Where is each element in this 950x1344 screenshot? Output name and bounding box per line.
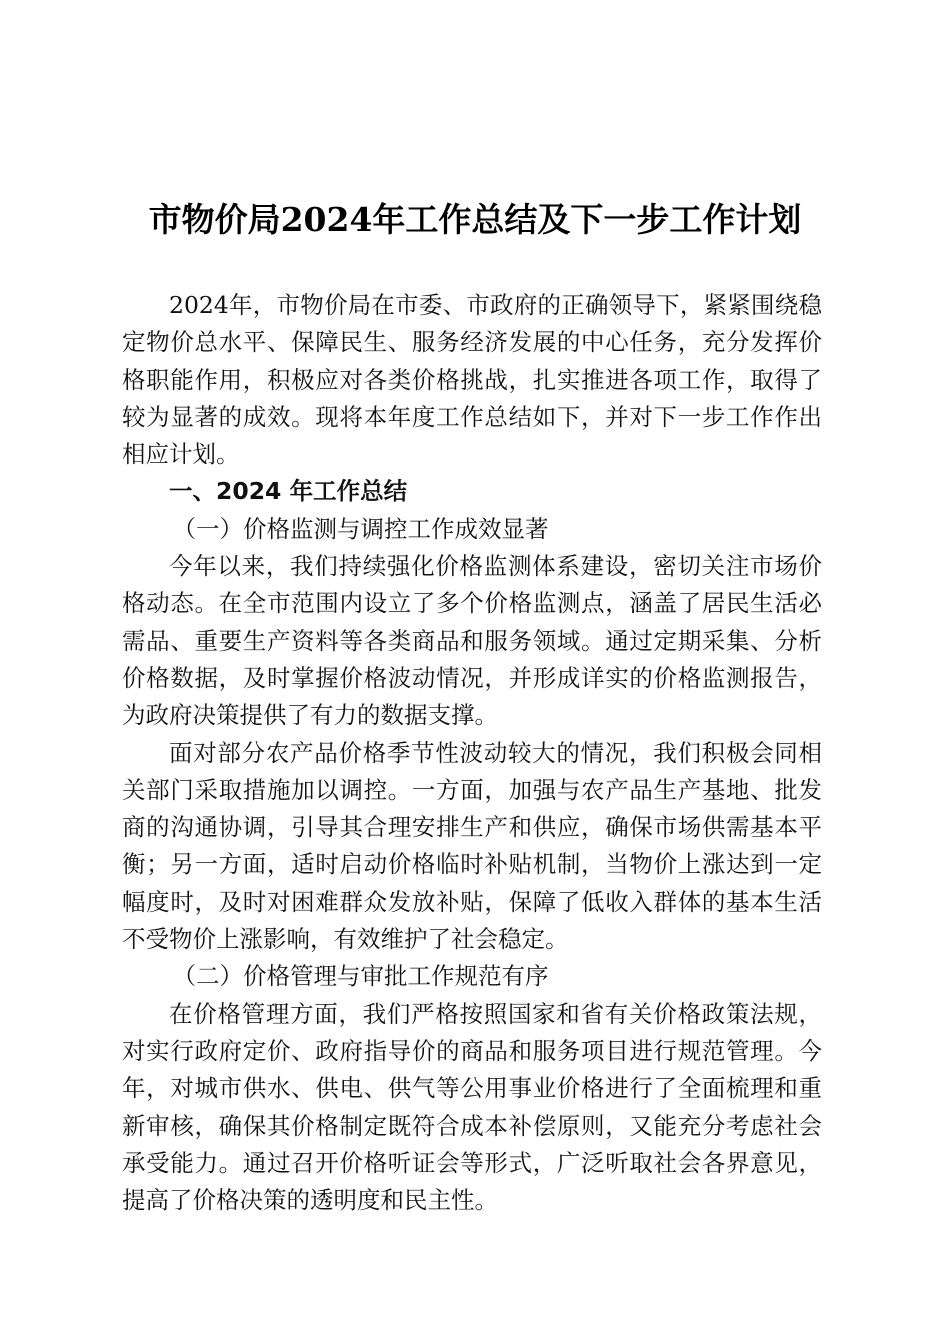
body-paragraph: 在价格管理方面，我们严格按照国家和省有关价格政策法规，对实行政府定价、政府指导价的商品和服务项目进行规范管理。今年，对城市供水、供电、供气等公用事业价格进行了全面梳理和重新审核，确保其价格制定既符合成本补偿原则，又能充分考虑社会承受能力。通过召开价格听证会等形式，广泛听取社会各界意见，提高了价格决策的透明度和民主性。 xyxy=(122,999,822,1215)
body-paragraph: 今年以来，我们持续强化价格监测体系建设，密切关注市场价格动态。在全市范围内设立了多个价格监测点，涵盖了居民生活必需品、重要生产资料等各类商品和服务领域。通过定期采集、分析价格数据，及时掌握价格波动情况，并形成详实的价格监测报告，为政府决策提供了有力的数据支撑。 xyxy=(122,552,822,730)
body-paragraph: 面对部分农产品价格季节性波动较大的情况，我们积极会同相关部门采取措施加以调控。一方面，加强与农产品生产基地、批发商的沟通协调，引导其合理安排生产和供应，确保市场供需基本平衡；另一方面，适时启动价格临时补贴机制，当物价上涨达到一定幅度时，及时对困难群众发放补贴，保障了低收入群体的基本生活不受物价上涨影响，有效维护了社会稳定。 xyxy=(122,738,822,954)
subsection-heading-1: （一）价格监测与调控工作成效显著 xyxy=(172,514,549,543)
intro-paragraph: 2024年，市物价局在市委、市政府的正确领导下，紧紧围绕稳定物价总水平、保障民生、服务经济发展的中心任务，充分发挥价格职能作用，积极应对各类价格挑战，扎实推进各项工作，取得了较为显著的成效。现将本年度工作总结如下，并对下一步工作作出相应计划。 xyxy=(122,291,822,469)
subsection-heading-2: （二）价格管理与审批工作规范有序 xyxy=(172,962,549,991)
document-title: 市物价局2024年工作总结及下一步工作计划 xyxy=(148,200,802,239)
section-heading: 一、2024 年工作总结 xyxy=(169,477,408,506)
document-body xyxy=(122,287,822,1219)
